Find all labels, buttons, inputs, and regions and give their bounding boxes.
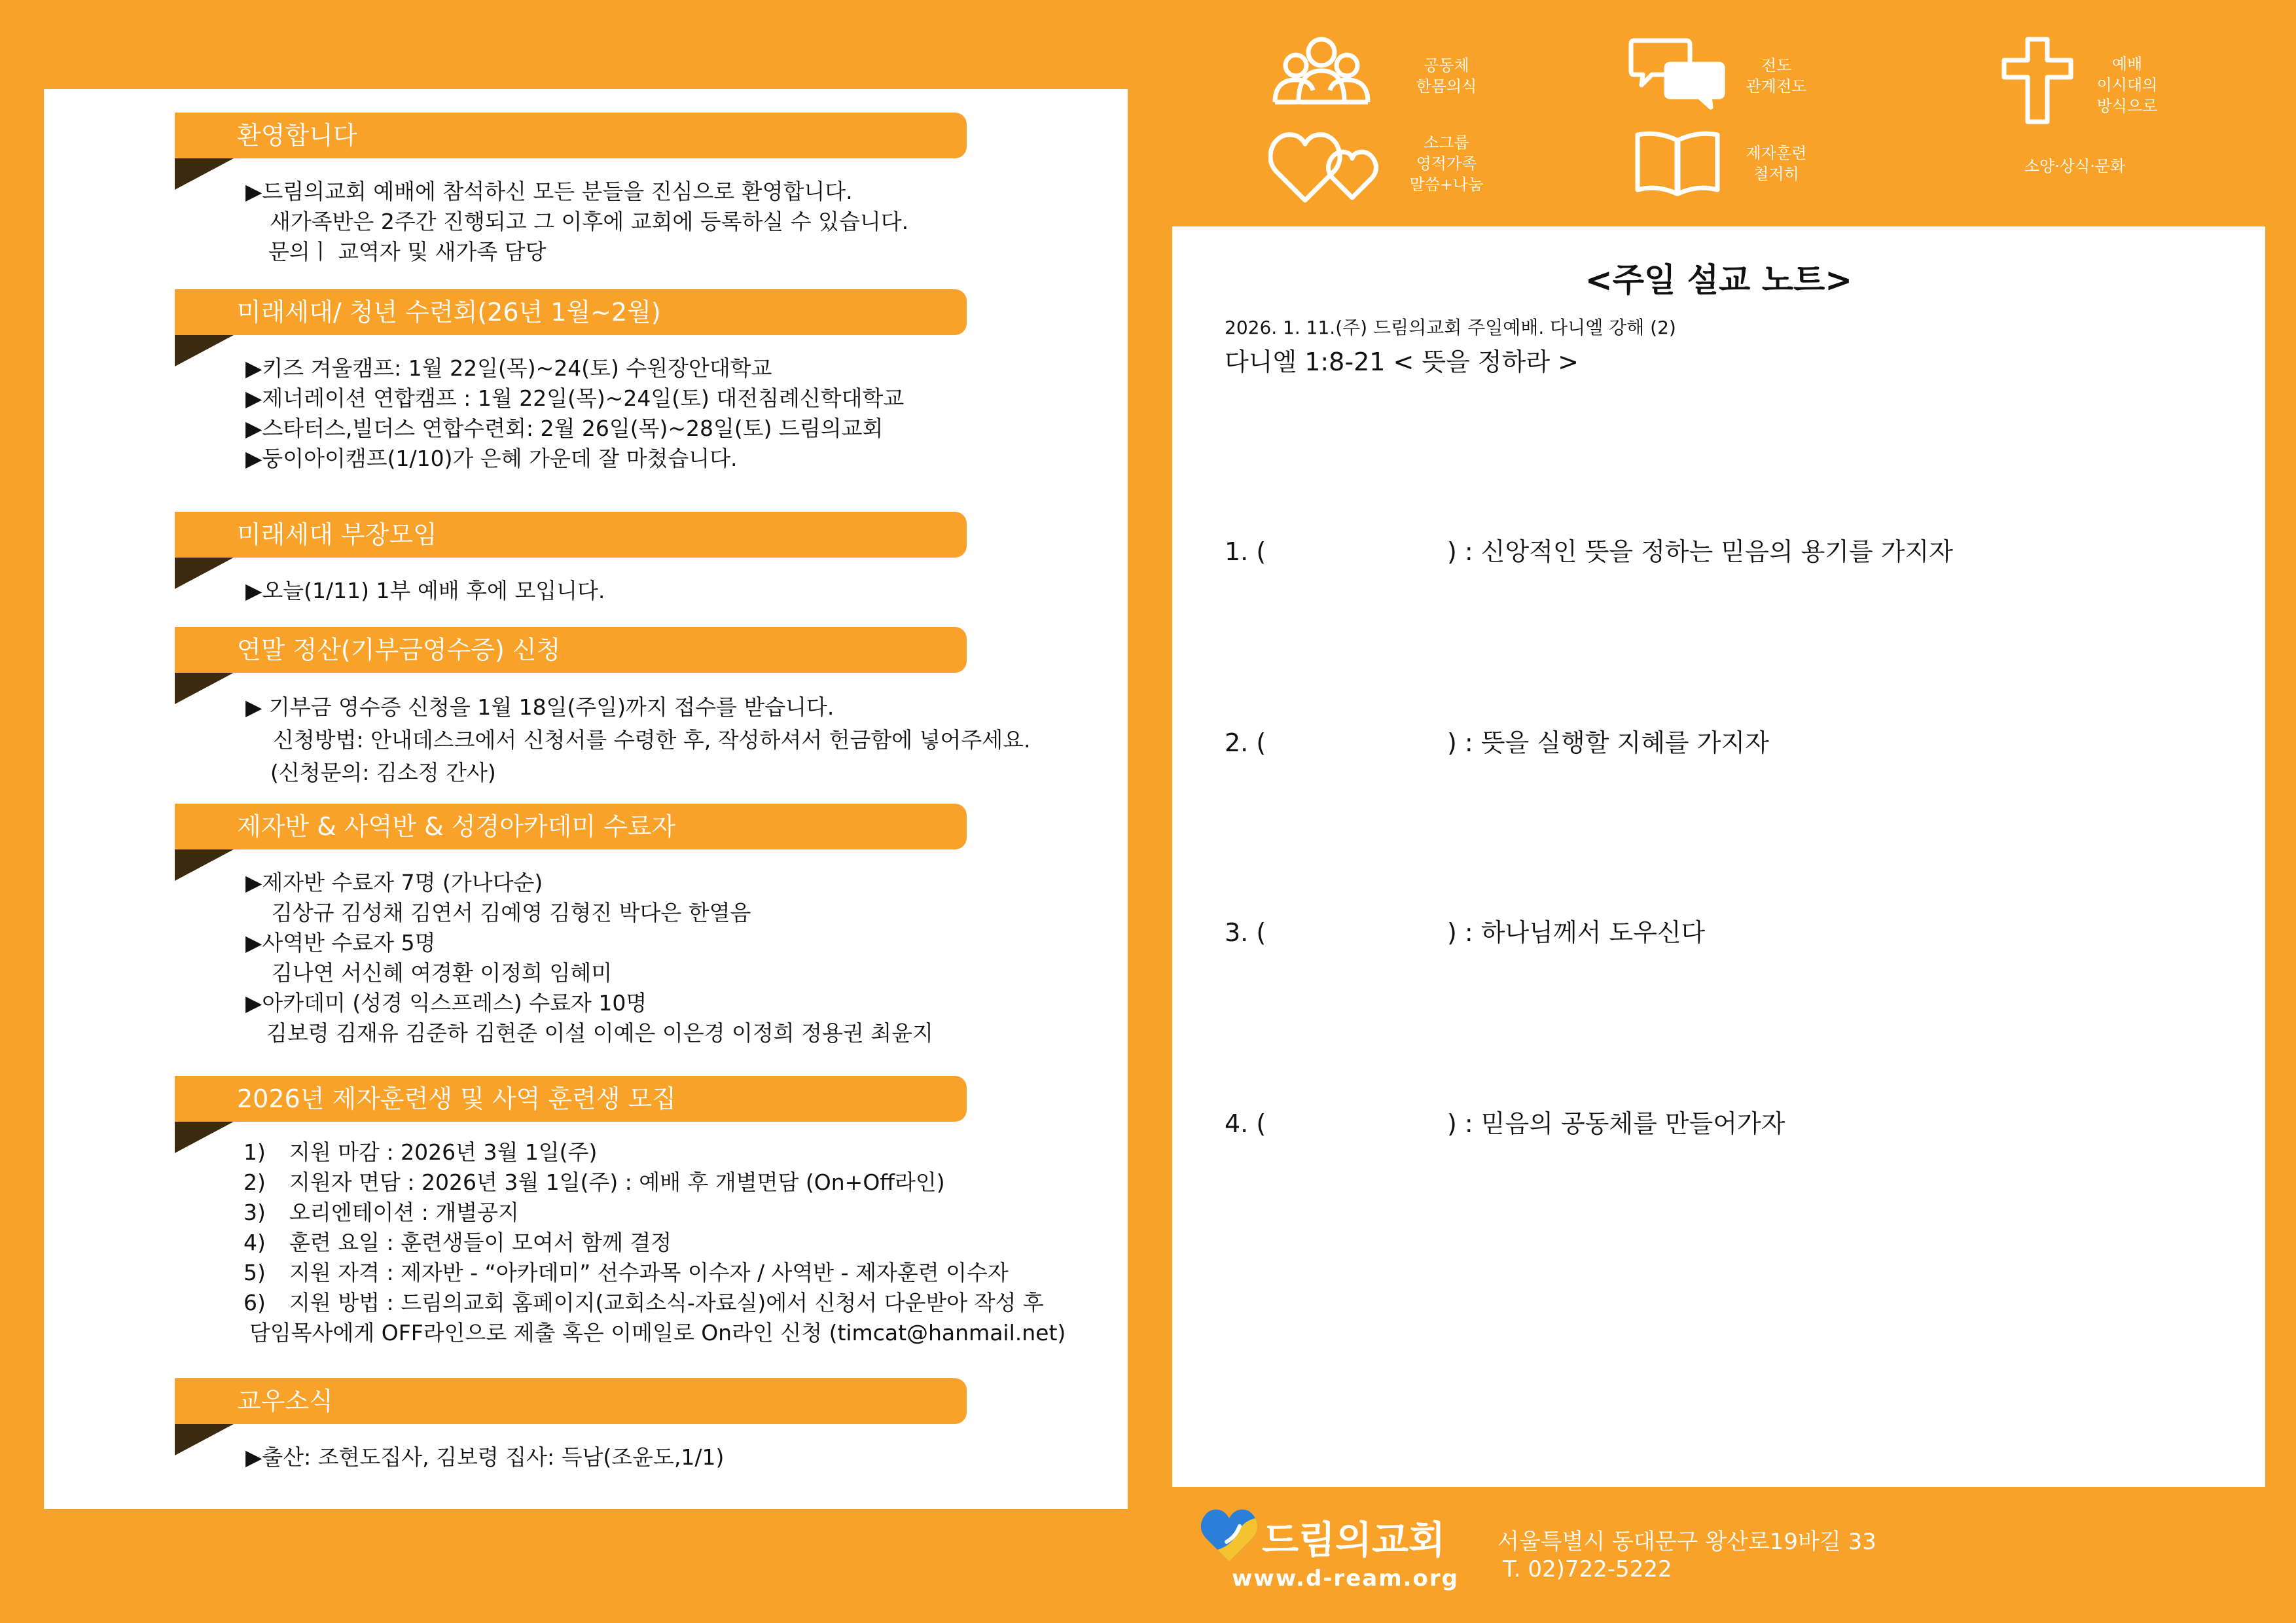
section-flag bbox=[175, 673, 234, 704]
text-line: ▶둥이아이캠프(1/10)가 은혜 가운데 잘 마쳤습니다. bbox=[245, 446, 738, 471]
text-line: 신청방법: 안내데스크에서 신청서를 수령한 후, 작성하셔서 헌금함에 넣어주세요. bbox=[273, 727, 1031, 753]
section-graduates bbox=[175, 804, 967, 1048]
church-url[interactable]: www.d-ream.org bbox=[1232, 1565, 1459, 1592]
value-label bbox=[1724, 55, 1829, 97]
section-flag bbox=[175, 849, 234, 881]
item-text: 지원 마감 : 2026년 3월 1일(주) bbox=[289, 1139, 598, 1165]
item-text: 오리엔테이션 : 개별공지 bbox=[289, 1200, 519, 1225]
label-line: 공동체 bbox=[1424, 56, 1469, 75]
text-line: 김나연 서신혜 여경환 이정희 임혜미 bbox=[272, 960, 613, 986]
community-icon bbox=[1272, 37, 1371, 107]
text-line: ▶제너레이션 연합캠프 : 1월 22일(목)~24일(토) 대전침례신학대학교 bbox=[245, 385, 905, 411]
section-recruitment bbox=[175, 1076, 1066, 1348]
section-title: 환영합니다 bbox=[237, 121, 357, 150]
label-line: 말씀+나눔 bbox=[1409, 175, 1484, 194]
notes-title: <주일 설교 노트> bbox=[1585, 261, 1853, 299]
text-line: 담임목사에게 OFF라인으로 제출 혹은 이메일로 On라인 신청 (timcat@hanmail.net) bbox=[249, 1320, 1066, 1346]
text-line: ▶오늘(1/11) 1부 예배 후에 모입니다. bbox=[245, 578, 605, 603]
label-line: 이시대의 bbox=[2096, 76, 2158, 94]
notes-passage: 다니엘 1:8-21 < 뜻을 정하라 > bbox=[1225, 348, 1579, 376]
section-header bbox=[175, 1076, 967, 1122]
sermon-point bbox=[1225, 1103, 1785, 1139]
section-title: 미래세대/ 청년 수련회(26년 1월~2월) bbox=[237, 298, 661, 327]
label-line: 전도 bbox=[1761, 56, 1792, 75]
section-title: 미래세대 부장모임 bbox=[237, 520, 437, 549]
text-line: 새가족반은 2주간 진행되고 그 이후에 교회에 등록하실 수 있습니다. bbox=[270, 209, 909, 234]
section-header bbox=[175, 512, 967, 558]
section-leaders-meeting bbox=[175, 512, 967, 606]
label-line: 예배 bbox=[2111, 55, 2143, 73]
item-text: 지원 자격 : 제자반 - “아카데미” 선수과목 이수자 / 사역반 - 제자훈련 이수자 bbox=[289, 1260, 1009, 1285]
church-phone: T. 02)722-5222 bbox=[1503, 1556, 1672, 1582]
section-title: 제자반 & 사역반 & 성경아카데미 수료자 bbox=[237, 812, 676, 841]
text-line: 김보령 김재유 김준하 김현준 이설 이예은 이은경 이정희 정용권 최윤지 bbox=[266, 1020, 933, 1046]
item-text: 지원자 면담 : 2026년 3월 1일(주) : 예배 후 개별면담 (On+Off라인) bbox=[289, 1169, 945, 1195]
section-flag bbox=[175, 1424, 234, 1455]
text-line: (신청문의: 김소정 간사) bbox=[270, 760, 496, 785]
list-item bbox=[175, 1258, 1066, 1288]
section-header bbox=[175, 1378, 967, 1424]
text-line: ▶사역반 수료자 5명 bbox=[245, 930, 436, 955]
label-line: 철저히 bbox=[1753, 165, 1799, 183]
sermon-notes-panel bbox=[1172, 226, 2265, 1487]
section-youth-retreat bbox=[175, 289, 967, 474]
open-book-icon bbox=[1634, 130, 1721, 200]
text-line: ▶출산: 조현도집사, 김보령 집사: 득남(조윤도,1/1) bbox=[245, 1444, 725, 1470]
point-blank: 2. ( bbox=[1225, 728, 1266, 757]
point-text: ) : 하나님께서 도우신다 bbox=[1447, 918, 1706, 947]
section-title: 2026년 제자훈련생 및 사역 훈련생 모집 bbox=[237, 1084, 677, 1113]
text-line: ▶드림의교회 예배에 참석하신 모든 분들을 진심으로 환영합니다. bbox=[245, 179, 853, 204]
announcements-panel bbox=[44, 89, 1128, 1509]
label-line: 한몸의식 bbox=[1416, 77, 1477, 96]
label-line: 관계전도 bbox=[1746, 77, 1807, 96]
item-number: 3) bbox=[243, 1200, 266, 1225]
list-item bbox=[175, 1168, 1066, 1198]
section-title: 연말 정산(기부금영수증) 신청 bbox=[237, 635, 561, 664]
value-label bbox=[2075, 54, 2179, 116]
list-item bbox=[175, 1228, 1066, 1258]
text-line: ▶ 기부금 영수증 신청을 1월 18일(주일)까지 접수를 받습니다. bbox=[245, 694, 834, 720]
item-number: 4) bbox=[243, 1230, 266, 1255]
section-title: 교우소식 bbox=[237, 1387, 333, 1416]
point-text: ) : 신앙적인 뜻을 정하는 믿음의 용기를 가지자 bbox=[1447, 537, 1953, 566]
point-text: ) : 뜻을 실행할 지혜를 가지자 bbox=[1447, 728, 1769, 757]
section-flag bbox=[175, 558, 234, 589]
section-flag bbox=[175, 335, 234, 366]
label-line: 소양·상식·문화 bbox=[2024, 157, 2126, 175]
sermon-point bbox=[1225, 912, 1705, 948]
speech-bubbles-icon bbox=[1628, 37, 1727, 113]
item-number: 6) bbox=[243, 1290, 266, 1315]
text-line: ▶제자반 수료자 7명 (가나다순) bbox=[245, 870, 543, 895]
item-number: 5) bbox=[243, 1260, 266, 1285]
section-header bbox=[175, 113, 967, 158]
text-line: ▶키즈 겨울캠프: 1월 22일(목)~24(토) 수원장안대학교 bbox=[245, 355, 772, 381]
item-number: 1) bbox=[243, 1139, 266, 1165]
label-line: 소그룹 bbox=[1424, 134, 1469, 152]
text-line: ▶아카데미 (성경 익스프레스) 수료자 10명 bbox=[245, 990, 647, 1016]
section-header bbox=[175, 804, 967, 849]
point-blank: 3. ( bbox=[1225, 918, 1266, 947]
value-label bbox=[2003, 156, 2147, 177]
hearts-icon bbox=[1268, 130, 1382, 205]
point-text: ) : 믿음의 공동체를 만들어가자 bbox=[1447, 1109, 1785, 1138]
sermon-point bbox=[1225, 531, 1953, 567]
section-flag bbox=[175, 158, 234, 190]
section-welcome bbox=[175, 113, 967, 267]
section-member-news bbox=[175, 1378, 967, 1472]
sermon-point bbox=[1225, 722, 1769, 758]
list-item bbox=[175, 1288, 1066, 1318]
church-logo-icon bbox=[1198, 1503, 1261, 1568]
value-label bbox=[1724, 143, 1829, 185]
cross-icon bbox=[2001, 37, 2073, 127]
text-line: 문의ㅣ 교역자 및 새가족 담당 bbox=[268, 239, 547, 264]
section-header bbox=[175, 289, 967, 335]
list-item bbox=[175, 1137, 1066, 1168]
text-line: 김상규 김성채 김연서 김예영 김형진 박다은 한열음 bbox=[272, 900, 751, 925]
value-label bbox=[1394, 55, 1499, 97]
value-label bbox=[1394, 132, 1499, 195]
item-text: 지원 방법 : 드림의교회 홈페이지(교회소식-자료실)에서 신청서 다운받아 작성 후 bbox=[289, 1290, 1044, 1315]
item-number: 2) bbox=[243, 1169, 266, 1195]
point-blank: 4. ( bbox=[1225, 1109, 1266, 1138]
list-item bbox=[175, 1198, 1066, 1228]
label-line: 영적가족 bbox=[1416, 154, 1477, 173]
label-line: 제자훈련 bbox=[1746, 144, 1807, 162]
item-text: 훈련 요일 : 훈련생들이 모여서 함께 결정 bbox=[289, 1230, 672, 1255]
label-line: 방식으로 bbox=[2096, 97, 2158, 115]
section-tax-receipt bbox=[175, 627, 1031, 789]
church-name: 드림의교회 bbox=[1262, 1518, 1446, 1562]
section-header bbox=[175, 627, 967, 673]
notes-date-line: 2026. 1. 11.(주) 드림의교회 주일예배. 다니엘 강해 (2) bbox=[1225, 317, 1676, 338]
church-address: 서울특별시 동대문구 왕산로19바길 33 bbox=[1498, 1529, 1876, 1555]
section-flag bbox=[175, 1122, 234, 1153]
point-blank: 1. ( bbox=[1225, 537, 1266, 566]
text-line: ▶스타터스,빌더스 연합수련회: 2월 26일(목)~28일(토) 드림의교회 bbox=[245, 416, 884, 441]
